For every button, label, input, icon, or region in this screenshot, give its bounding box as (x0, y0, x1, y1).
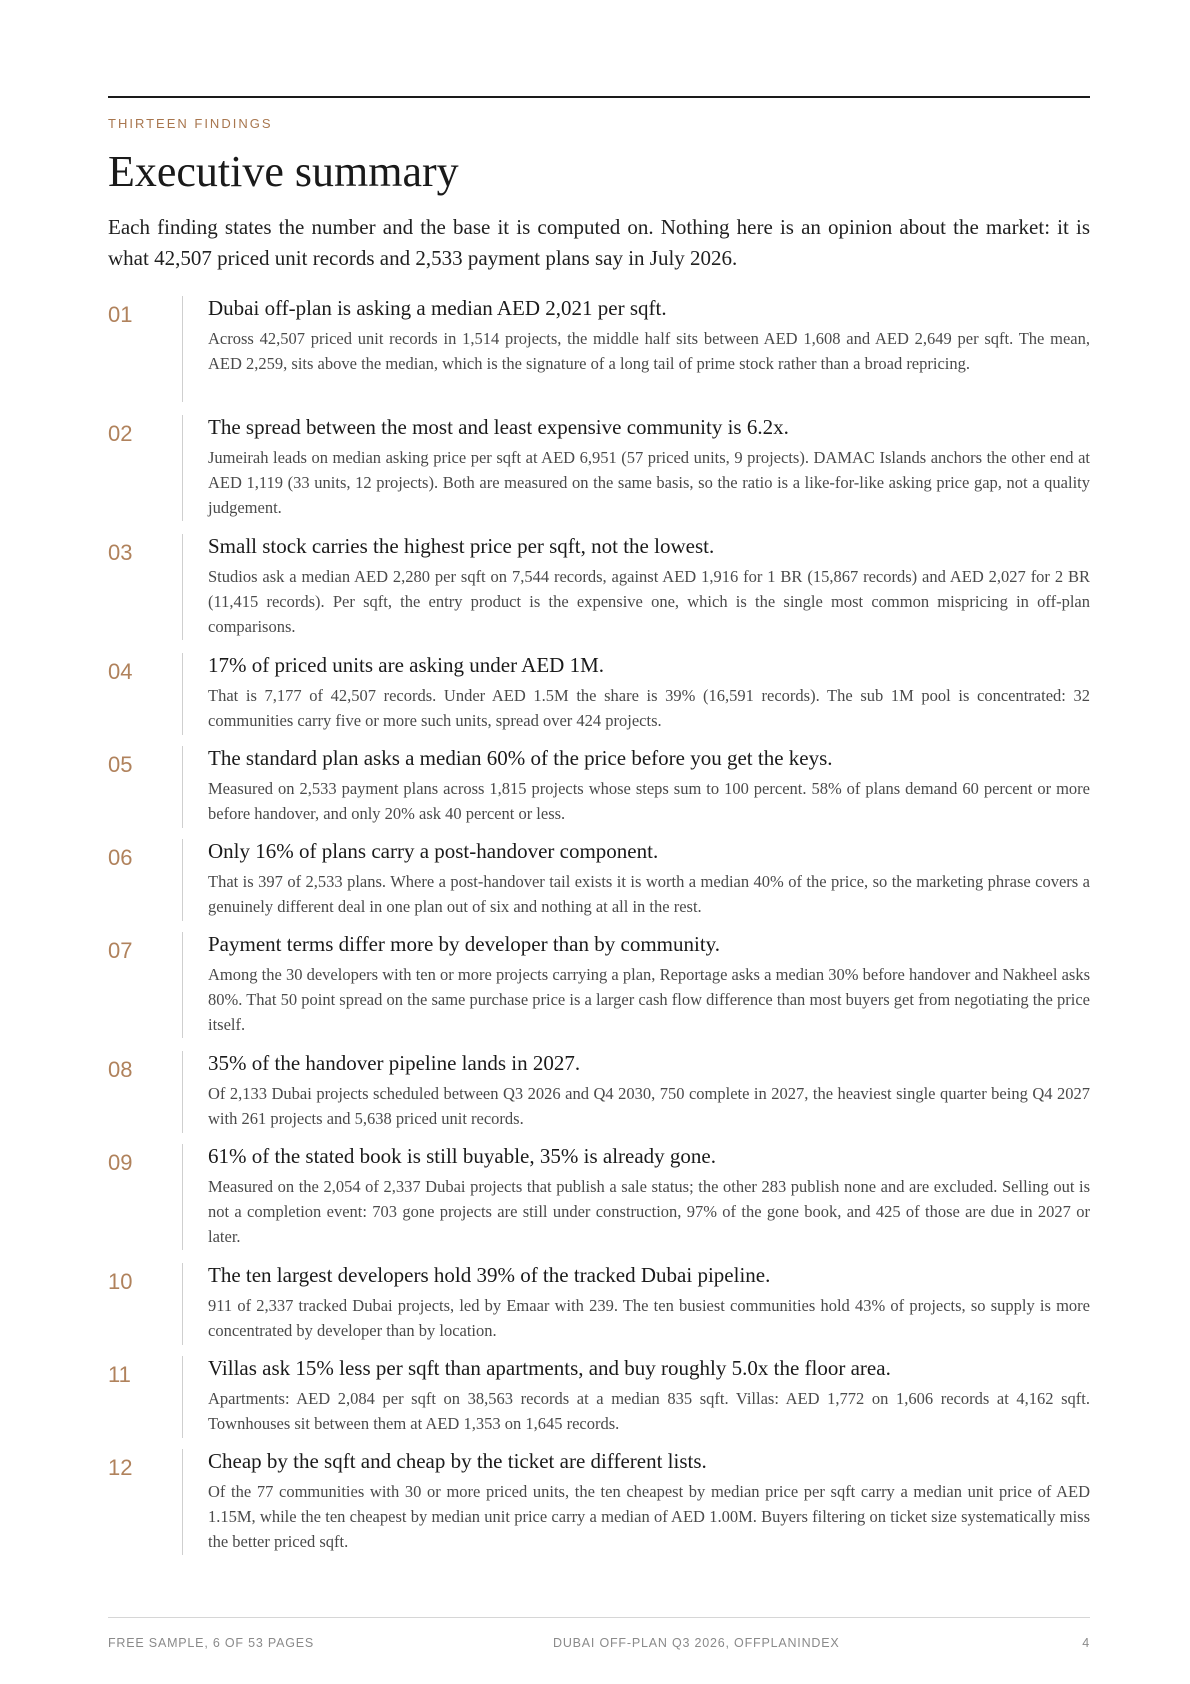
finding-headline: Payment terms differ more by developer than by community. (208, 932, 721, 956)
finding-number: 06 (108, 845, 133, 870)
finding-number: 12 (108, 1455, 133, 1480)
finding-number: 04 (108, 659, 133, 684)
finding-detail: Studios ask a median AED 2,280 per sqft on 7,544 records, against AED 1,916 for 1 BR (15,867 records) and AED 2,027 for 2 BR (11,415 records). Per sqft, the entry product is the expensive one, which is the single most common mispricing in off-plan comparisons. (208, 567, 1090, 636)
finding-divider (182, 1263, 183, 1345)
finding-headline: Only 16% of plans carry a post-handover component. (208, 839, 659, 863)
finding-number: 03 (108, 540, 133, 565)
finding-divider (182, 296, 183, 402)
finding-detail: That is 397 of 2,533 plans. Where a post-handover tail exists it is worth a median 40% of the price, so the marketing phrase covers a genuinely different deal in one plan out of six and nothing at all in the rest. (208, 872, 1090, 916)
finding-detail: Jumeirah leads on median asking price per sqft at AED 6,951 (57 priced units, 9 projects). DAMAC Islands anchors the other end at AED 1,119 (33 units, 12 projects). Both are measured on the same basis, so the ratio is a like-for-like asking price gap, not a quality judgement. (208, 448, 1090, 517)
finding-divider (182, 1356, 183, 1438)
footer-sample-note: FREE SAMPLE, 6 OF 53 PAGES (108, 1636, 315, 1650)
top-rule (108, 96, 1090, 98)
finding-number: 08 (108, 1057, 133, 1082)
finding-number: 02 (108, 421, 133, 446)
finding-divider (182, 1449, 183, 1555)
finding-detail: Of 2,133 Dubai projects scheduled between Q3 2026 and Q4 2030, 750 complete in 2027, the heaviest single quarter being Q4 2027 with 261 projects and 5,638 priced unit records. (208, 1084, 1090, 1128)
finding-headline: Villas ask 15% less per sqft than apartments, and buy roughly 5.0x the floor area. (208, 1356, 891, 1380)
finding-divider (182, 534, 183, 640)
finding-detail: Among the 30 developers with ten or more projects carrying a plan, Reportage asks a median 30% before handover and Nakheel asks 80%. That 50 point spread on the same purchase price is a larger cash flow difference than most buyers get from negotiating the price itself. (208, 965, 1090, 1034)
finding-number: 01 (108, 302, 133, 327)
finding-detail: Across 42,507 priced unit records in 1,514 projects, the middle half sits between AED 1,608 and AED 2,649 per sqft. The mean, AED 2,259, sits above the median, which is the signature of a long tail of prime stock rather than a broad repricing. (208, 329, 1090, 373)
finding-headline: The ten largest developers hold 39% of the tracked Dubai pipeline. (208, 1263, 771, 1287)
finding-divider (182, 1051, 183, 1133)
finding-number: 10 (108, 1269, 133, 1294)
finding-detail: Measured on the 2,054 of 2,337 Dubai projects that publish a sale status; the other 283 publish none and are excluded. Selling out is not a completion event: 703 gone projects are still under construction, 97% of the gone book, and 425 of those are due in 2027 or later. (208, 1177, 1090, 1246)
finding-headline: 35% of the handover pipeline lands in 2027. (208, 1051, 581, 1075)
finding-divider (182, 746, 183, 828)
finding-detail: Measured on 2,533 payment plans across 1,815 projects whose steps sum to 100 percent. 58% of plans demand 60 percent or more before handover, and only 20% ask 40 percent or less. (208, 779, 1090, 823)
finding-detail: Apartments: AED 2,084 per sqft on 38,563 records at a median 835 sqft. Villas: AED 1,772 on 1,606 records at 4,162 sqft. Townhouses sit between them at AED 1,353 on 1,645 records. (208, 1389, 1090, 1433)
finding-number: 09 (108, 1150, 133, 1175)
finding-divider (182, 839, 183, 921)
finding-divider (182, 415, 183, 521)
finding-headline: The spread between the most and least expensive community is 6.2x. (208, 415, 789, 439)
finding-number: 07 (108, 938, 133, 963)
finding-number: 05 (108, 752, 133, 777)
page-number: 4 (1082, 1636, 1090, 1650)
finding-detail: Of the 77 communities with 30 or more priced units, the ten cheapest by median price per sqft carry a median unit price of AED 1.15M, while the ten cheapest by median unit price carry a median of AED 1.00M. Buyers filtering on ticket size systematically miss the better priced sqft. (208, 1482, 1090, 1551)
finding-headline: Cheap by the sqft and cheap by the ticket are different lists. (208, 1449, 707, 1473)
finding-headline: 61% of the stated book is still buyable, 35% is already gone. (208, 1144, 716, 1168)
finding-divider (182, 1144, 183, 1250)
footer-report-title: DUBAI OFF-PLAN Q3 2026, OFFPLANINDEX (553, 1636, 840, 1650)
intro-paragraph: Each finding states the number and the base it is computed on. Nothing here is an opinion about the market: it is what 42,507 priced unit records and 2,533 payment plans say in July 2026. (108, 215, 1090, 270)
finding-number: 11 (108, 1362, 131, 1387)
section-eyebrow: THIRTEEN FINDINGS (108, 116, 273, 131)
finding-divider (182, 653, 183, 735)
finding-detail: That is 7,177 of 42,507 records. Under AED 1.5M the share is 39% (16,591 records). The sub 1M pool is concentrated: 32 communities carry five or more such units, spread over 424 projects. (208, 686, 1090, 730)
page-title: Executive summary (108, 147, 459, 196)
report-page (108, 0, 1090, 1684)
finding-headline: Dubai off-plan is asking a median AED 2,021 per sqft. (208, 296, 667, 320)
finding-divider (182, 932, 183, 1038)
finding-headline: The standard plan asks a median 60% of the price before you get the keys. (208, 746, 833, 770)
footer-rule (108, 1617, 1090, 1618)
finding-headline: Small stock carries the highest price per sqft, not the lowest. (208, 534, 715, 558)
finding-headline: 17% of priced units are asking under AED 1M. (208, 653, 604, 677)
finding-detail: 911 of 2,337 tracked Dubai projects, led by Emaar with 239. The ten busiest communities hold 43% of projects, so supply is more concentrated by developer than by location. (208, 1296, 1090, 1340)
